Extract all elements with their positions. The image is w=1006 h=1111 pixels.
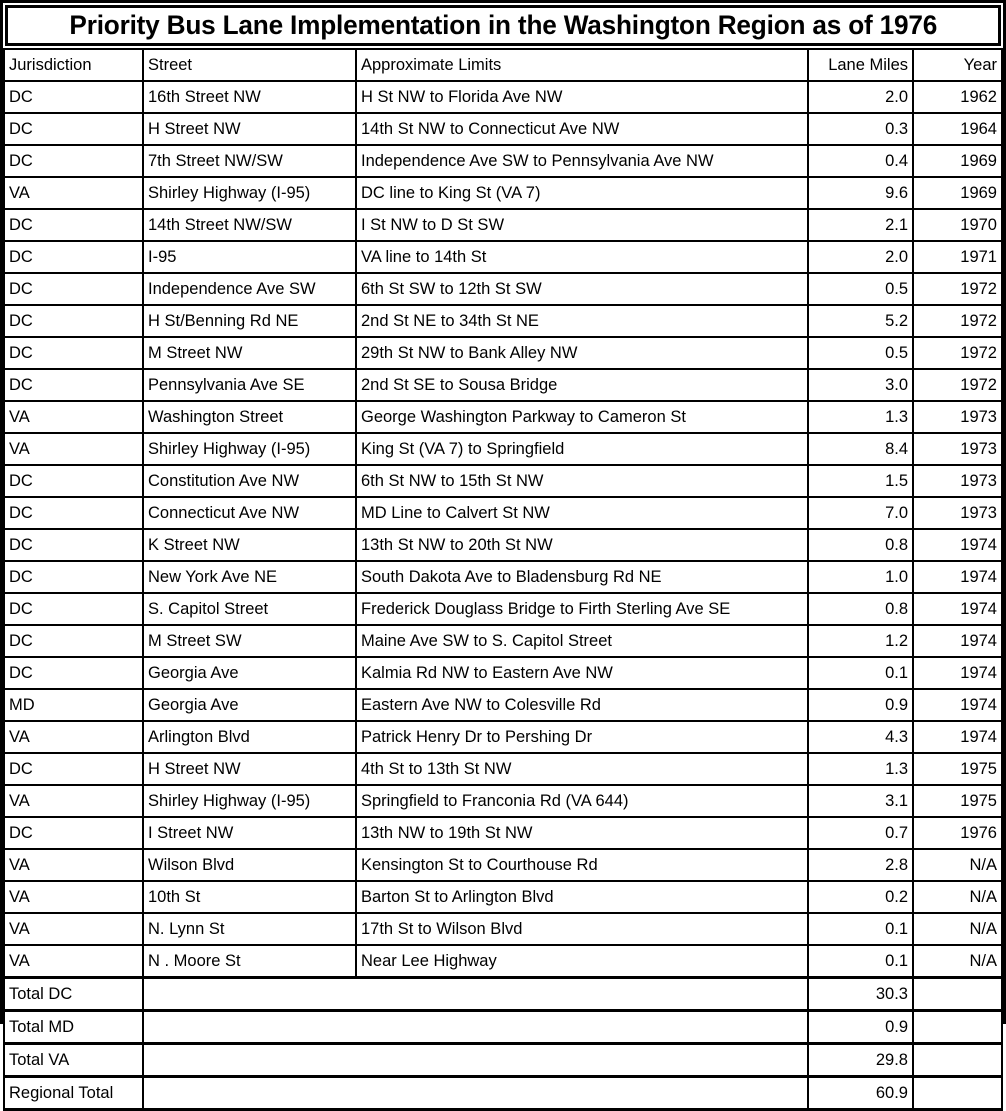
total-year — [913, 1077, 1002, 1110]
cell-lane-miles: 2.1 — [808, 209, 913, 241]
cell-street: 10th St — [143, 881, 356, 913]
cell-year: 1969 — [913, 145, 1002, 177]
cell-lane-miles: 1.5 — [808, 465, 913, 497]
column-header-lane-miles: Lane Miles — [808, 49, 913, 81]
cell-jurisdiction: DC — [4, 529, 143, 561]
table-row — [4, 689, 1002, 721]
total-empty-span — [143, 978, 808, 1011]
cell-year: 1970 — [913, 209, 1002, 241]
cell-year: 1972 — [913, 369, 1002, 401]
table-row — [4, 529, 1002, 561]
cell-street: I Street NW — [143, 817, 356, 849]
total-label: Total DC — [4, 978, 143, 1011]
cell-jurisdiction: DC — [4, 209, 143, 241]
total-row — [4, 978, 1002, 1011]
cell-street: Pennsylvania Ave SE — [143, 369, 356, 401]
cell-year: 1976 — [913, 817, 1002, 849]
cell-limits: 2nd St NE to 34th St NE — [356, 305, 808, 337]
cell-street: Shirley Highway (I-95) — [143, 177, 356, 209]
page-title: Priority Bus Lane Implementation in the Washington Region as of 1976 — [69, 10, 937, 40]
cell-lane-miles: 0.5 — [808, 337, 913, 369]
cell-jurisdiction: MD — [4, 689, 143, 721]
cell-limits: Barton St to Arlington Blvd — [356, 881, 808, 913]
total-lane-miles: 29.8 — [808, 1044, 913, 1077]
total-row — [4, 1077, 1002, 1110]
cell-limits: I St NW to D St SW — [356, 209, 808, 241]
cell-lane-miles: 8.4 — [808, 433, 913, 465]
cell-jurisdiction: VA — [4, 881, 143, 913]
cell-lane-miles: 3.0 — [808, 369, 913, 401]
cell-year: 1975 — [913, 753, 1002, 785]
cell-limits: Eastern Ave NW to Colesville Rd — [356, 689, 808, 721]
table-row — [4, 561, 1002, 593]
cell-limits: Kalmia Rd NW to Eastern Ave NW — [356, 657, 808, 689]
column-header-jurisdiction: Jurisdiction — [4, 49, 143, 81]
cell-jurisdiction: DC — [4, 497, 143, 529]
cell-year: N/A — [913, 913, 1002, 945]
cell-year: N/A — [913, 881, 1002, 913]
cell-jurisdiction: DC — [4, 657, 143, 689]
table-row — [4, 913, 1002, 945]
cell-lane-miles: 1.3 — [808, 401, 913, 433]
cell-lane-miles: 0.5 — [808, 273, 913, 305]
table-row — [4, 209, 1002, 241]
table-row — [4, 465, 1002, 497]
cell-lane-miles: 0.1 — [808, 945, 913, 978]
cell-lane-miles: 0.1 — [808, 913, 913, 945]
cell-lane-miles: 7.0 — [808, 497, 913, 529]
cell-jurisdiction: VA — [4, 401, 143, 433]
total-lane-miles: 60.9 — [808, 1077, 913, 1110]
cell-jurisdiction: VA — [4, 721, 143, 753]
cell-street: H St/Benning Rd NE — [143, 305, 356, 337]
table-row — [4, 81, 1002, 113]
cell-jurisdiction: VA — [4, 785, 143, 817]
table-row — [4, 113, 1002, 145]
cell-limits: MD Line to Calvert St NW — [356, 497, 808, 529]
cell-year: N/A — [913, 945, 1002, 978]
cell-jurisdiction: VA — [4, 849, 143, 881]
cell-street: Connecticut Ave NW — [143, 497, 356, 529]
table-header — [4, 49, 1002, 81]
cell-street: Shirley Highway (I-95) — [143, 433, 356, 465]
cell-lane-miles: 2.8 — [808, 849, 913, 881]
table-title-band — [5, 5, 1001, 46]
table-row — [4, 337, 1002, 369]
cell-lane-miles: 1.2 — [808, 625, 913, 657]
cell-lane-miles: 0.8 — [808, 593, 913, 625]
cell-jurisdiction: DC — [4, 593, 143, 625]
cell-limits: Independence Ave SW to Pennsylvania Ave NW — [356, 145, 808, 177]
total-year — [913, 978, 1002, 1011]
cell-year: 1972 — [913, 337, 1002, 369]
cell-jurisdiction: VA — [4, 913, 143, 945]
cell-street: K Street NW — [143, 529, 356, 561]
cell-limits: Frederick Douglass Bridge to Firth Sterling Ave SE — [356, 593, 808, 625]
column-header-year: Year — [913, 49, 1002, 81]
cell-street: I-95 — [143, 241, 356, 273]
cell-jurisdiction: DC — [4, 337, 143, 369]
column-header-limits: Approximate Limits — [356, 49, 808, 81]
table-row — [4, 721, 1002, 753]
cell-limits: 2nd St SE to Sousa Bridge — [356, 369, 808, 401]
total-label: Regional Total — [4, 1077, 143, 1110]
cell-lane-miles: 0.8 — [808, 529, 913, 561]
cell-year: 1974 — [913, 593, 1002, 625]
cell-limits: Springfield to Franconia Rd (VA 644) — [356, 785, 808, 817]
cell-limits: 13th NW to 19th St NW — [356, 817, 808, 849]
cell-lane-miles: 1.0 — [808, 561, 913, 593]
cell-jurisdiction: VA — [4, 433, 143, 465]
cell-limits: 6th St SW to 12th St SW — [356, 273, 808, 305]
cell-jurisdiction: DC — [4, 817, 143, 849]
cell-year: 1974 — [913, 657, 1002, 689]
cell-street: Wilson Blvd — [143, 849, 356, 881]
table-row — [4, 785, 1002, 817]
cell-street: N. Lynn St — [143, 913, 356, 945]
cell-street: M Street NW — [143, 337, 356, 369]
total-label: Total MD — [4, 1011, 143, 1044]
column-header-street: Street — [143, 49, 356, 81]
cell-street: N . Moore St — [143, 945, 356, 978]
cell-limits: H St NW to Florida Ave NW — [356, 81, 808, 113]
cell-year: 1973 — [913, 497, 1002, 529]
cell-jurisdiction: DC — [4, 273, 143, 305]
cell-year: 1962 — [913, 81, 1002, 113]
total-row — [4, 1011, 1002, 1044]
cell-jurisdiction: DC — [4, 625, 143, 657]
table-row — [4, 369, 1002, 401]
table-body — [4, 81, 1002, 1110]
table-row — [4, 305, 1002, 337]
table-row — [4, 657, 1002, 689]
cell-lane-miles: 4.3 — [808, 721, 913, 753]
cell-limits: Near Lee Highway — [356, 945, 808, 978]
cell-street: Georgia Ave — [143, 657, 356, 689]
cell-lane-miles: 0.4 — [808, 145, 913, 177]
cell-year: 1969 — [913, 177, 1002, 209]
table-row — [4, 401, 1002, 433]
table-row — [4, 145, 1002, 177]
cell-jurisdiction: DC — [4, 369, 143, 401]
table-row — [4, 433, 1002, 465]
cell-limits: 6th St NW to 15th St NW — [356, 465, 808, 497]
cell-street: New York Ave NE — [143, 561, 356, 593]
cell-limits: Kensington St to Courthouse Rd — [356, 849, 808, 881]
total-label: Total VA — [4, 1044, 143, 1077]
cell-street: Constitution Ave NW — [143, 465, 356, 497]
cell-lane-miles: 0.3 — [808, 113, 913, 145]
cell-lane-miles: 0.7 — [808, 817, 913, 849]
table-row — [4, 177, 1002, 209]
cell-year: 1972 — [913, 273, 1002, 305]
cell-lane-miles: 5.2 — [808, 305, 913, 337]
table-row — [4, 849, 1002, 881]
cell-year: N/A — [913, 849, 1002, 881]
cell-street: M Street SW — [143, 625, 356, 657]
cell-street: Arlington Blvd — [143, 721, 356, 753]
table-row — [4, 817, 1002, 849]
cell-limits: 14th St NW to Connecticut Ave NW — [356, 113, 808, 145]
cell-limits: 29th St NW to Bank Alley NW — [356, 337, 808, 369]
total-lane-miles: 0.9 — [808, 1011, 913, 1044]
cell-year: 1971 — [913, 241, 1002, 273]
table-row — [4, 593, 1002, 625]
cell-street: 7th Street NW/SW — [143, 145, 356, 177]
cell-year: 1974 — [913, 625, 1002, 657]
cell-jurisdiction: VA — [4, 177, 143, 209]
cell-jurisdiction: DC — [4, 241, 143, 273]
cell-lane-miles: 2.0 — [808, 241, 913, 273]
cell-limits: Maine Ave SW to S. Capitol Street — [356, 625, 808, 657]
cell-year: 1974 — [913, 561, 1002, 593]
total-empty-span — [143, 1077, 808, 1110]
cell-limits: DC line to King St (VA 7) — [356, 177, 808, 209]
cell-limits: 4th St to 13th St NW — [356, 753, 808, 785]
cell-jurisdiction: DC — [4, 753, 143, 785]
total-year — [913, 1011, 1002, 1044]
total-empty-span — [143, 1044, 808, 1077]
cell-street: 16th Street NW — [143, 81, 356, 113]
cell-jurisdiction: DC — [4, 81, 143, 113]
table-row — [4, 625, 1002, 657]
cell-jurisdiction: DC — [4, 465, 143, 497]
cell-street: 14th Street NW/SW — [143, 209, 356, 241]
cell-street: H Street NW — [143, 753, 356, 785]
cell-jurisdiction: DC — [4, 561, 143, 593]
cell-year: 1974 — [913, 721, 1002, 753]
cell-year: 1973 — [913, 465, 1002, 497]
cell-limits: 17th St to Wilson Blvd — [356, 913, 808, 945]
cell-limits: 13th St NW to 20th St NW — [356, 529, 808, 561]
cell-street: S. Capitol Street — [143, 593, 356, 625]
cell-year: 1974 — [913, 689, 1002, 721]
cell-lane-miles: 0.2 — [808, 881, 913, 913]
total-row — [4, 1044, 1002, 1077]
table-row — [4, 241, 1002, 273]
cell-street: H Street NW — [143, 113, 356, 145]
cell-lane-miles: 0.9 — [808, 689, 913, 721]
cell-limits: King St (VA 7) to Springfield — [356, 433, 808, 465]
table-row — [4, 497, 1002, 529]
cell-limits: Patrick Henry Dr to Pershing Dr — [356, 721, 808, 753]
cell-limits: George Washington Parkway to Cameron St — [356, 401, 808, 433]
table-row — [4, 273, 1002, 305]
total-year — [913, 1044, 1002, 1077]
cell-year: 1975 — [913, 785, 1002, 817]
cell-jurisdiction: DC — [4, 113, 143, 145]
cell-limits: VA line to 14th St — [356, 241, 808, 273]
cell-lane-miles: 2.0 — [808, 81, 913, 113]
table-row — [4, 753, 1002, 785]
header-row — [4, 49, 1002, 81]
cell-jurisdiction: DC — [4, 145, 143, 177]
cell-street: Washington Street — [143, 401, 356, 433]
bus-lane-table — [3, 48, 1003, 1111]
cell-lane-miles: 1.3 — [808, 753, 913, 785]
cell-jurisdiction: DC — [4, 305, 143, 337]
total-lane-miles: 30.3 — [808, 978, 913, 1011]
table-row — [4, 881, 1002, 913]
cell-street: Shirley Highway (I-95) — [143, 785, 356, 817]
cell-year: 1964 — [913, 113, 1002, 145]
cell-street: Independence Ave SW — [143, 273, 356, 305]
cell-jurisdiction: VA — [4, 945, 143, 978]
cell-street: Georgia Ave — [143, 689, 356, 721]
cell-lane-miles: 9.6 — [808, 177, 913, 209]
cell-lane-miles: 3.1 — [808, 785, 913, 817]
cell-lane-miles: 0.1 — [808, 657, 913, 689]
cell-year: 1973 — [913, 401, 1002, 433]
cell-year: 1972 — [913, 305, 1002, 337]
cell-limits: South Dakota Ave to Bladensburg Rd NE — [356, 561, 808, 593]
cell-year: 1973 — [913, 433, 1002, 465]
total-empty-span — [143, 1011, 808, 1044]
cell-year: 1974 — [913, 529, 1002, 561]
table-row — [4, 945, 1002, 978]
